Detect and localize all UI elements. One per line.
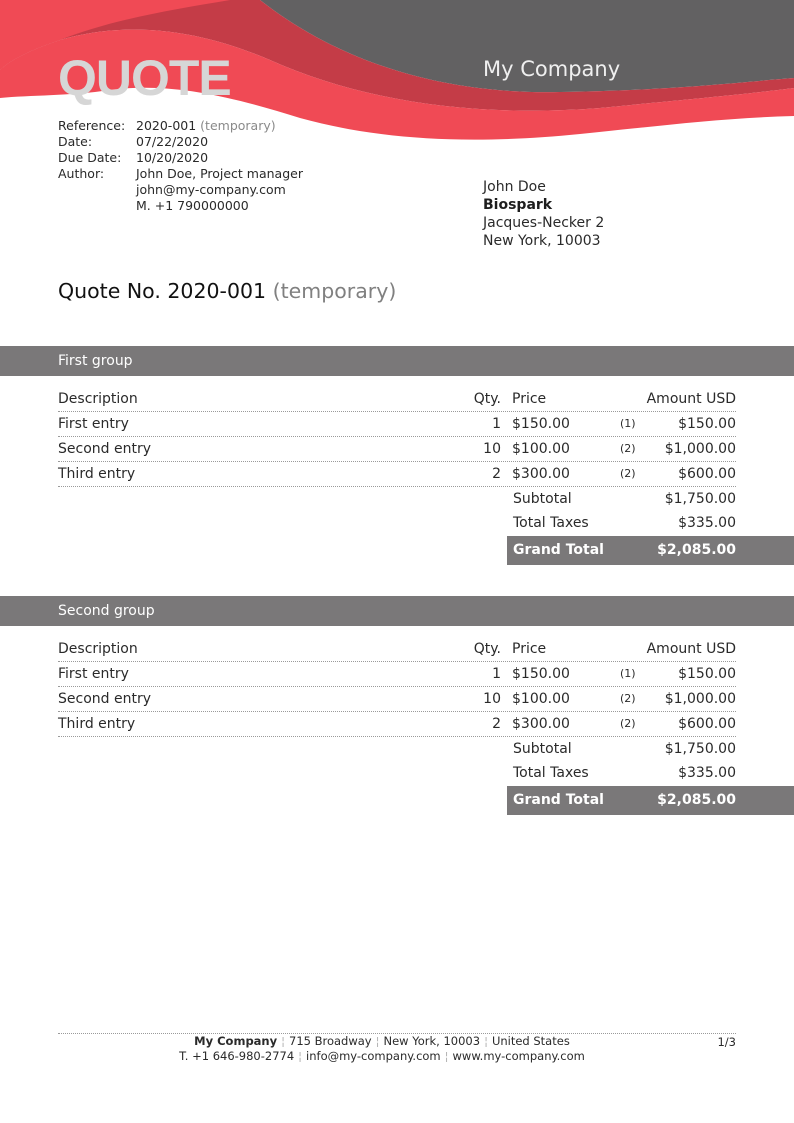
meta-date-row — [58, 134, 303, 150]
quote-title — [58, 278, 396, 304]
footer-company: My Company — [194, 1034, 278, 1048]
recipient-city: New York, 10003 — [483, 233, 601, 249]
company-name: My Company — [483, 57, 621, 81]
group-header: Second group — [0, 596, 794, 626]
footer-email[interactable]: info@my-company.com — [306, 1049, 441, 1063]
footer-phone: T. +1 646-980-2774 — [179, 1049, 295, 1063]
row-amount: $1,000.00 — [664, 691, 736, 707]
row-tax-note: (2) — [620, 442, 636, 455]
grand-total-value: $2,085.00 — [657, 792, 736, 808]
column-header-description: Description — [58, 641, 138, 657]
quote-group — [0, 596, 794, 816]
column-header-qty: Qty. — [473, 641, 501, 657]
group-header: First group — [0, 346, 794, 376]
row-tax-note: (1) — [620, 667, 636, 680]
footer-country: United States — [491, 1034, 570, 1048]
row-qty: 10 — [483, 691, 501, 707]
row-amount: $600.00 — [678, 466, 736, 482]
meta-reference-note: (temporary) — [200, 118, 276, 133]
recipient-name: John Doe — [483, 179, 546, 195]
row-qty: 10 — [483, 441, 501, 457]
grand-total-row — [507, 536, 794, 565]
grand-total-label: Grand Total — [513, 792, 604, 808]
meta-author-label: Author: — [58, 166, 105, 181]
subtotal-value: $1,750.00 — [664, 741, 736, 757]
row-price: $150.00 — [512, 666, 570, 682]
row-description: Second entry — [58, 691, 151, 707]
quote-title-main: Quote No. 2020-001 — [58, 279, 267, 303]
subtotal-label: Subtotal — [513, 741, 572, 757]
footer-address-line: My Company ¦ 715 Broadway ¦ New York, 10003 ¦ United States — [194, 1034, 570, 1048]
quote-title-note: (temporary) — [272, 279, 397, 303]
footer-city: New York, 10003 — [383, 1034, 481, 1048]
column-header-price: Price — [512, 391, 547, 407]
page-number: 1/3 — [717, 1035, 736, 1049]
meta-date-value: 07/22/2020 — [136, 134, 209, 149]
table-row — [58, 662, 736, 687]
meta-author-block — [136, 166, 303, 214]
row-amount: $150.00 — [678, 416, 736, 432]
column-header-price: Price — [512, 641, 547, 657]
table-header-row — [58, 637, 736, 662]
grand-total-row — [507, 786, 794, 815]
row-amount: $600.00 — [678, 716, 736, 732]
subtotal-value: $1,750.00 — [664, 491, 736, 507]
row-description: First entry — [58, 666, 129, 682]
meta-author-row — [58, 166, 303, 214]
table-row — [58, 462, 736, 487]
meta-due-value: 10/20/2020 — [136, 150, 209, 165]
meta-due-label: Due Date: — [58, 150, 122, 165]
grand-total-value: $2,085.00 — [657, 542, 736, 558]
row-description: Second entry — [58, 441, 151, 457]
recipient-address — [483, 178, 604, 250]
table-row — [58, 712, 736, 737]
grand-total-label: Grand Total — [513, 542, 604, 558]
meta-author-phone: M. +1 790000000 — [136, 198, 249, 213]
table-row — [58, 687, 736, 712]
quote-meta — [58, 118, 303, 214]
quote-group — [0, 346, 794, 566]
row-amount: $150.00 — [678, 666, 736, 682]
subtotal-label: Subtotal — [513, 491, 572, 507]
table-row — [58, 437, 736, 462]
meta-reference-value: 2020-001 (temporary) — [136, 118, 276, 133]
row-qty: 1 — [492, 416, 501, 432]
page-footer — [58, 1033, 736, 1064]
recipient-street: Jacques-Necker 2 — [483, 215, 605, 231]
meta-author-email: john@my-company.com — [136, 182, 286, 197]
meta-due-row — [58, 150, 303, 166]
column-header-qty: Qty. — [473, 391, 501, 407]
row-qty: 1 — [492, 666, 501, 682]
subtotal-row — [507, 487, 736, 511]
meta-date-label: Date: — [58, 134, 93, 149]
row-description: First entry — [58, 416, 129, 432]
table-row — [58, 412, 736, 437]
table-header-row — [58, 387, 736, 412]
row-tax-note: (1) — [620, 417, 636, 430]
footer-street: 715 Broadway — [289, 1034, 372, 1048]
row-tax-note: (2) — [620, 692, 636, 705]
column-header-amount: Amount USD — [646, 641, 736, 657]
taxes-row — [507, 761, 736, 785]
subtotal-row — [507, 737, 736, 761]
document-type-word: QUOTE — [58, 50, 231, 106]
row-qty: 2 — [492, 466, 501, 482]
row-price: $300.00 — [512, 716, 570, 732]
footer-website[interactable]: www.my-company.com — [452, 1049, 585, 1063]
column-header-amount: Amount USD — [646, 391, 736, 407]
recipient-company: Biospark — [483, 197, 553, 213]
column-header-description: Description — [58, 391, 138, 407]
row-price: $100.00 — [512, 691, 570, 707]
taxes-label: Total Taxes — [513, 765, 589, 781]
taxes-row — [507, 511, 736, 535]
row-qty: 2 — [492, 716, 501, 732]
footer-contact-line: T. +1 646-980-2774 ¦ info@my-company.com ¦ www.my-company.com — [179, 1049, 585, 1063]
taxes-value: $335.00 — [678, 515, 736, 531]
meta-author-name: John Doe, Project manager — [136, 166, 303, 181]
row-description: Third entry — [58, 716, 136, 732]
row-price: $300.00 — [512, 466, 570, 482]
row-description: Third entry — [58, 466, 136, 482]
row-tax-note: (2) — [620, 467, 636, 480]
row-amount: $1,000.00 — [664, 441, 736, 457]
meta-reference-row — [58, 118, 303, 134]
taxes-value: $335.00 — [678, 765, 736, 781]
row-price: $100.00 — [512, 441, 570, 457]
row-price: $150.00 — [512, 416, 570, 432]
row-tax-note: (2) — [620, 717, 636, 730]
meta-reference-label: Reference: — [58, 118, 126, 133]
taxes-label: Total Taxes — [513, 515, 589, 531]
